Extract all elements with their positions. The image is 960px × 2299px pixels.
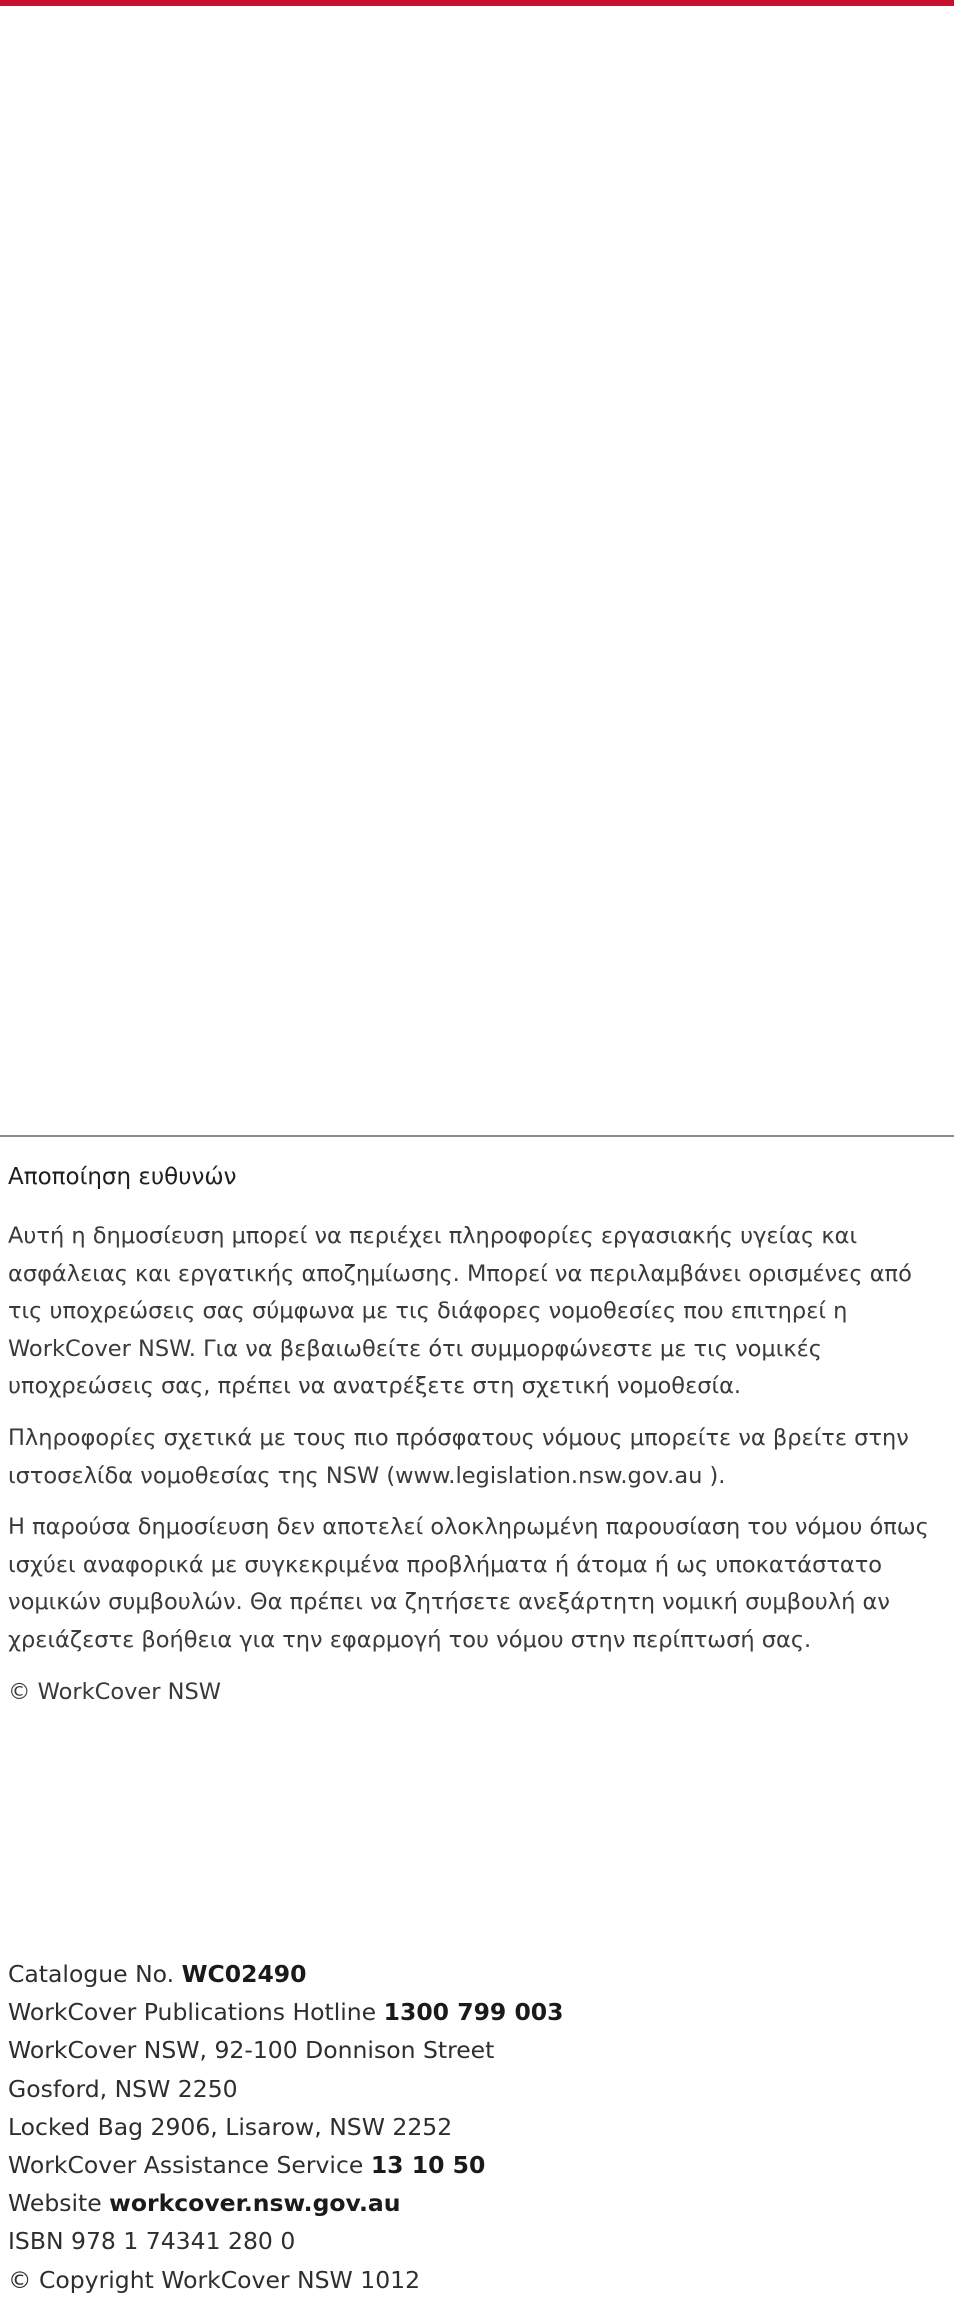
top-rule — [0, 0, 954, 6]
assistance-service — [8, 2146, 948, 2184]
hotline-label: WorkCover Publications Hotline — [8, 1998, 377, 2027]
address-line-2: Gosford, NSW 2250 — [8, 2074, 238, 2103]
disclaimer-paragraph-1: Αυτή η δημοσίευση μπορεί να περιέχει πληροφορίες εργασιακής υγείας και ασφάλειας και εργατικής αποζημίωσης. Μπορεί να περιλαμβάνει ορισμένες από τις υποχρεώσεις σας σύμφωνα με τις διάφορες νομοθεσίες που επιτηρεί η WorkCover NSW. Για να βεβαιωθείτε ότι συμμορφώνεστε με τις νομικές υποχρεώσεις σας, πρέπει να ανατρέξετε στη σχετική νομοθεσία. — [8, 1223, 912, 1400]
disclaimer-heading: Αποποίηση ευθυνών — [8, 1164, 237, 1190]
website — [8, 2184, 948, 2222]
disclaimer-paragraph-3: Η παρούσα δημοσίευση δεν αποτελεί ολοκληρωμένη παρουσίαση του νόμου όπως ισχύει αναφορικά με συγκεκριμένα προβλήματα ή άτομα ή ως υποκατάστατο νομικών συμβουλών. Θα πρέπει να ζητήσετε ανεξάρτητη νομική συμβουλή αν χρειάζεστε βοήθεια για την εφαρμογή του νόμου στην περίπτωσή σας. — [8, 1514, 929, 1653]
copyright-notice: © Copyright WorkCover NSW 1012 — [8, 2265, 421, 2294]
catalogue-number — [8, 1955, 948, 1993]
disclaimer-copyright: © WorkCover NSW — [8, 1678, 222, 1705]
disclaimer-section — [8, 1162, 943, 1711]
catalogue-info — [8, 1955, 948, 2299]
catalogue-value: WC02490 — [181, 1960, 307, 1988]
website-label: Website — [8, 2189, 102, 2218]
address-line-1: WorkCover NSW, 92-100 Donnison Street — [8, 2036, 495, 2065]
address-line-3: Locked Bag 2906, Lisarow, NSW 2252 — [8, 2112, 453, 2141]
disclaimer-divider — [0, 1135, 954, 1137]
isbn: ISBN 978 1 74341 280 0 — [8, 2227, 296, 2256]
assistance-number: 13 10 50 — [370, 2150, 486, 2179]
catalogue-label: Catalogue No. — [8, 1960, 175, 1988]
publications-hotline — [8, 1993, 948, 2031]
website-link[interactable]: workcover.nsw.gov.au — [109, 2189, 401, 2218]
hotline-number: 1300 799 003 — [383, 1998, 564, 2027]
disclaimer-paragraph-2: Πληροφορίες σχετικά με τους πιο πρόσφατους νόμους μπορείτε να βρείτε στην ιστοσελίδα νομοθεσίας της NSW (www.legislation.nsw.gov.au ). — [8, 1424, 909, 1489]
assistance-label: WorkCover Assistance Service — [8, 2150, 364, 2179]
